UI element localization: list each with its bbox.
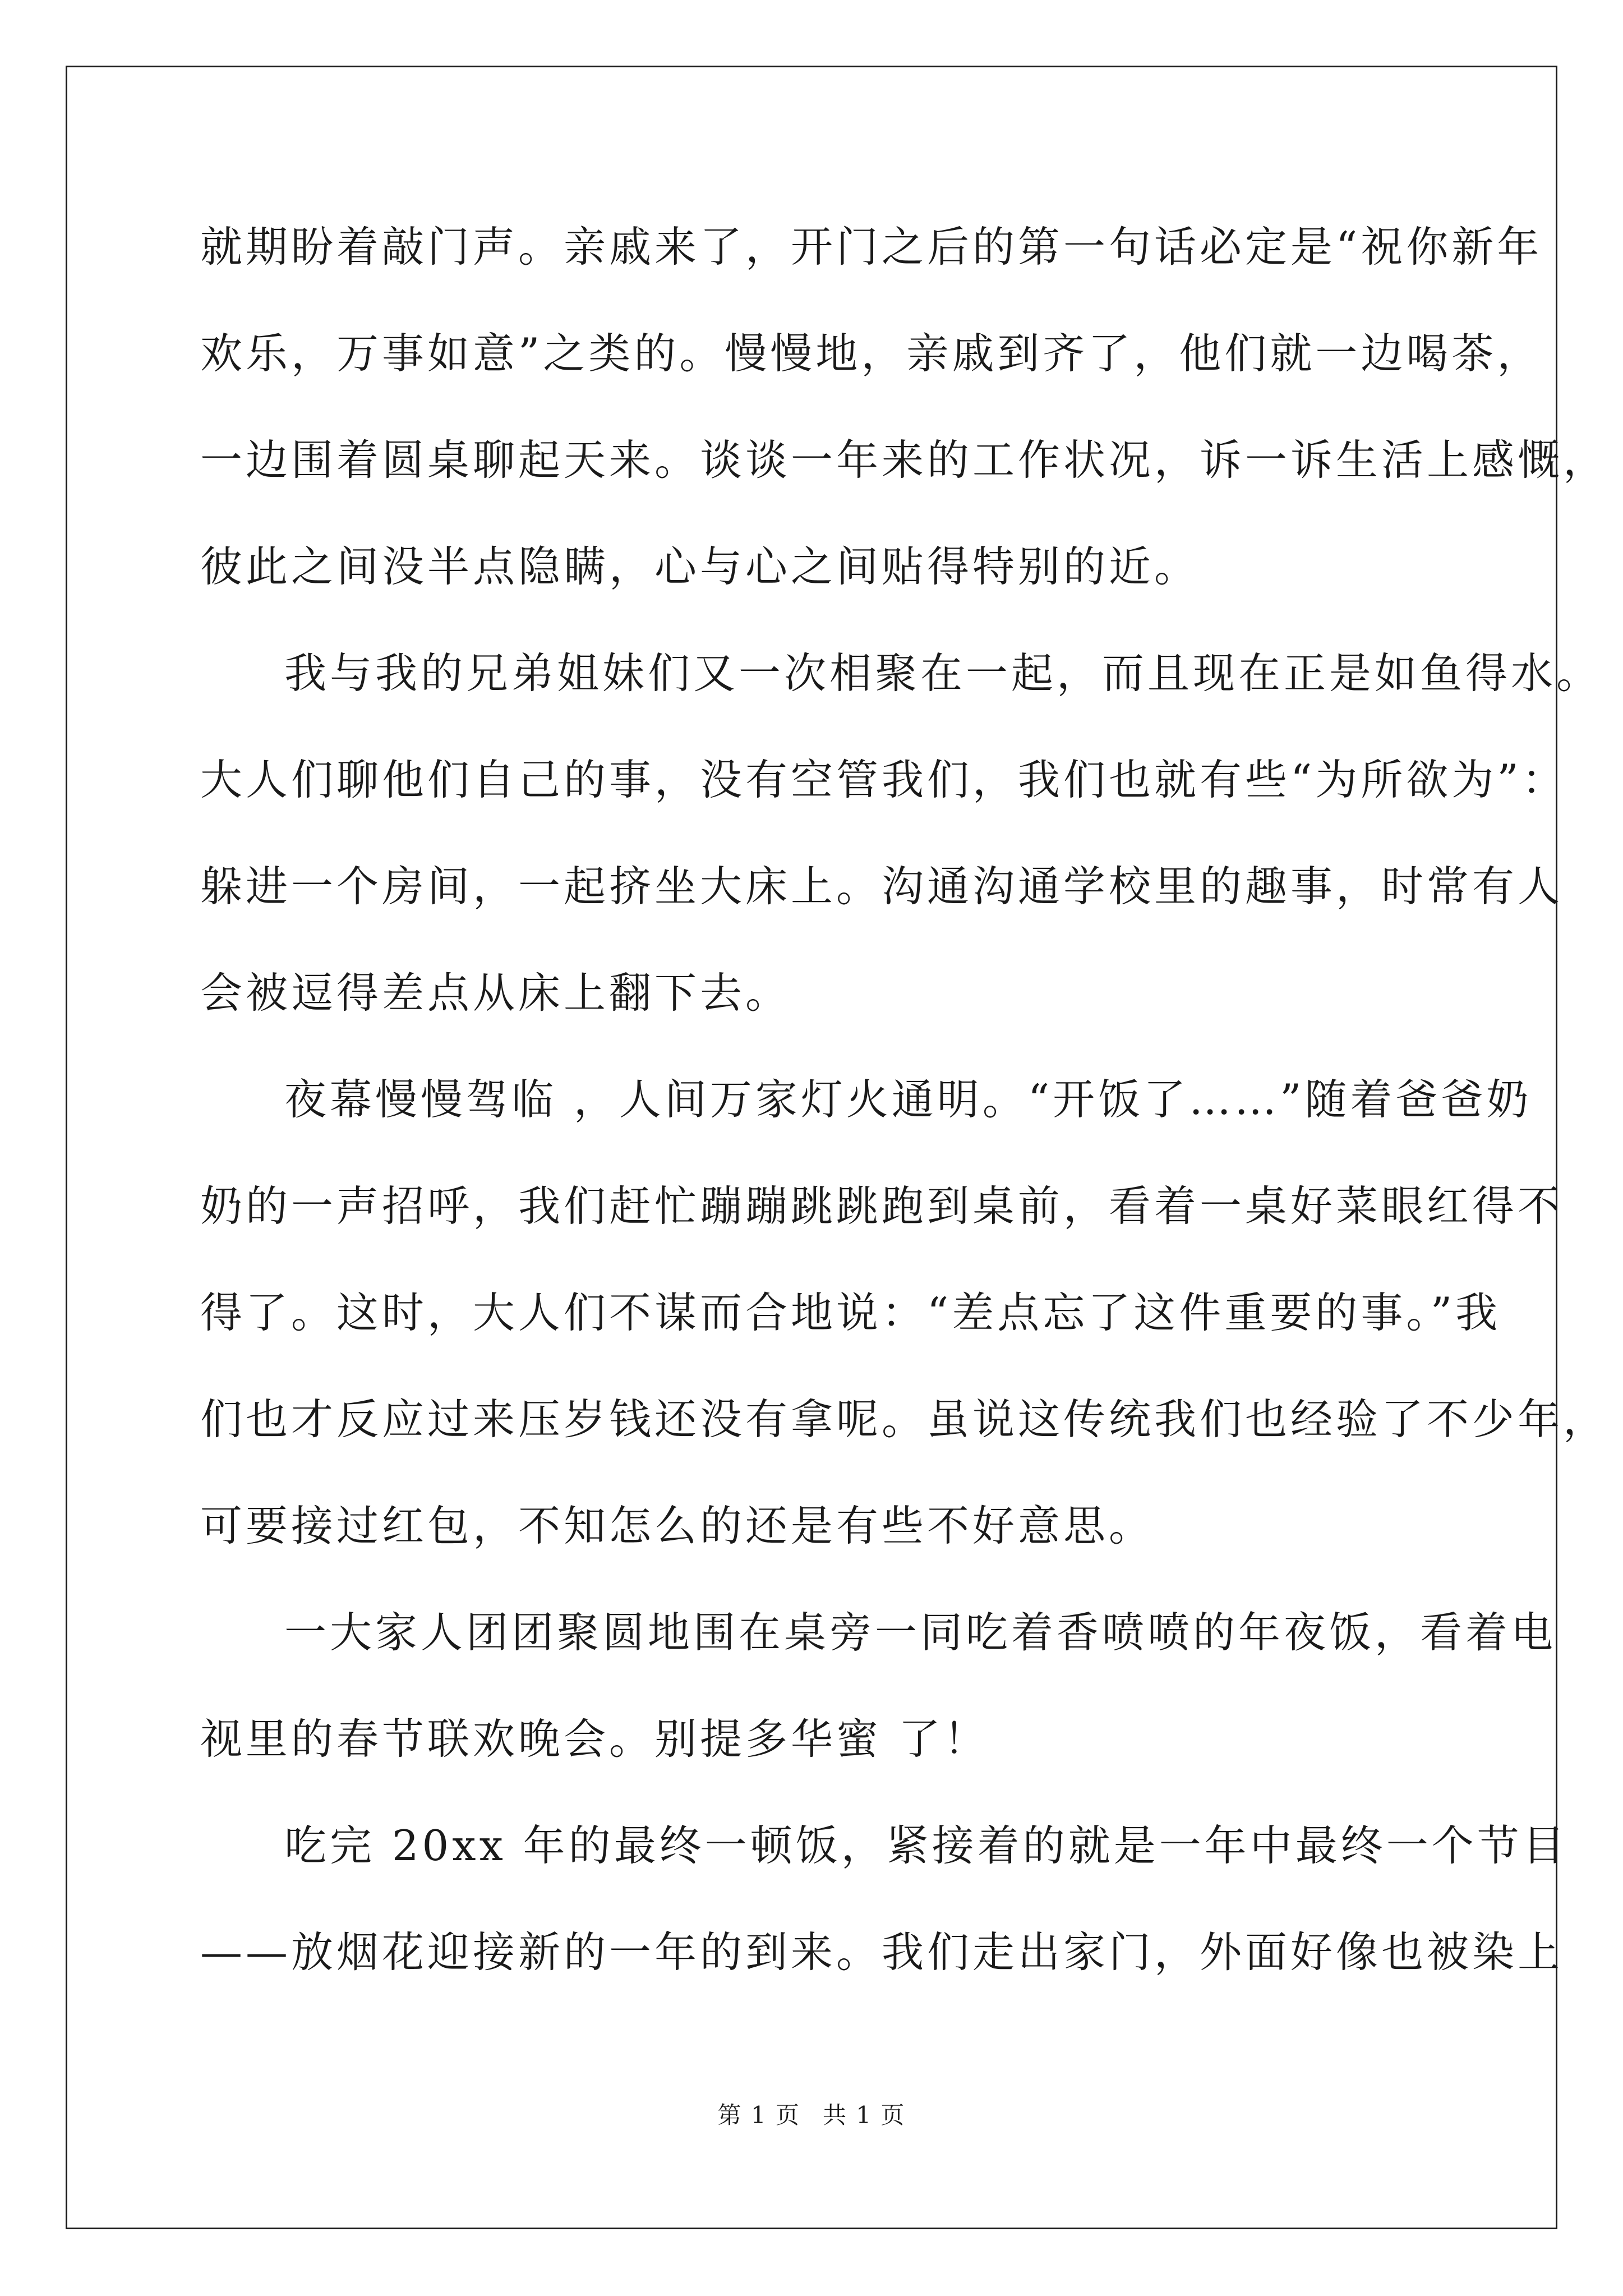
text-line: 们也才反应过来压岁钱还没有拿呢。虽说这传统我们也经验了不少年， bbox=[200, 1395, 1609, 1444]
text-line: 我与我的兄弟姐妹们又一次相聚在一起，而且现在正是如鱼得水。 bbox=[284, 648, 1602, 698]
paragraph-4 bbox=[200, 1579, 1557, 1792]
text-line: 欢乐，万事如意”之类的。慢慢地，亲戚到齐了，他们就一边喝茶， bbox=[200, 329, 1543, 378]
text-line: 可要接过红包，不知怎么的还是有些不好意思。 bbox=[200, 1501, 1155, 1550]
document-body bbox=[200, 194, 1609, 2005]
paragraph-5 bbox=[200, 1792, 1568, 2005]
text-line: ——放烟花迎接新的一年的到来。我们走出家门，外面好像也被染上 bbox=[200, 1927, 1564, 1977]
paragraph-2 bbox=[200, 620, 1602, 1046]
text-line: 一边围着圆桌聊起天来。谈谈一年来的工作状况，诉一诉生活上感慨， bbox=[200, 435, 1609, 485]
text-line: 得了。这时，大人们不谋而合地说：“差点忘了这件重要的事。”我 bbox=[200, 1288, 1501, 1337]
text-line: 夜幕慢慢驾临 ，人间万家灯火通明。“开饭了……”随着爸爸奶 bbox=[284, 1075, 1532, 1124]
text-line: 奶的一声招呼，我们赶忙蹦蹦跳跳跑到桌前，看着一桌好菜眼红得不 bbox=[200, 1181, 1564, 1231]
page-number: 第 1 页 bbox=[717, 2101, 800, 2129]
page-total: 共 1 页 bbox=[823, 2101, 906, 2129]
text-line: 会被逗得差点从床上翻下去。 bbox=[200, 968, 791, 1018]
text-line: 大人们聊他们自己的事，没有空管我们，我们也就有些“为所欲为”： bbox=[200, 755, 1567, 804]
page-footer bbox=[0, 2097, 1623, 2131]
paragraph-3 bbox=[200, 1046, 1609, 1579]
paragraph-1 bbox=[200, 194, 1609, 620]
text-line: 一大家人团团聚圆地围在桌旁一同吃着香喷喷的年夜饭，看着电 bbox=[284, 1608, 1557, 1657]
text-line: 吃完 20xx 年的最终一顿饭，紧接着的就是一年中最终一个节目 bbox=[284, 1821, 1568, 1870]
text-line: 彼此之间没半点隐瞒，心与心之间贴得特别的近。 bbox=[200, 542, 1200, 591]
text-line: 就期盼着敲门声。亲戚来了，开门之后的第一句话必定是“祝你新年 bbox=[200, 222, 1543, 272]
text-line: 视里的春节联欢晚会。别提多华蜜 了！ bbox=[200, 1714, 989, 1764]
text-line: 躲进一个房间，一起挤坐大床上。沟通沟通学校里的趣事，时常有人 bbox=[200, 862, 1564, 911]
